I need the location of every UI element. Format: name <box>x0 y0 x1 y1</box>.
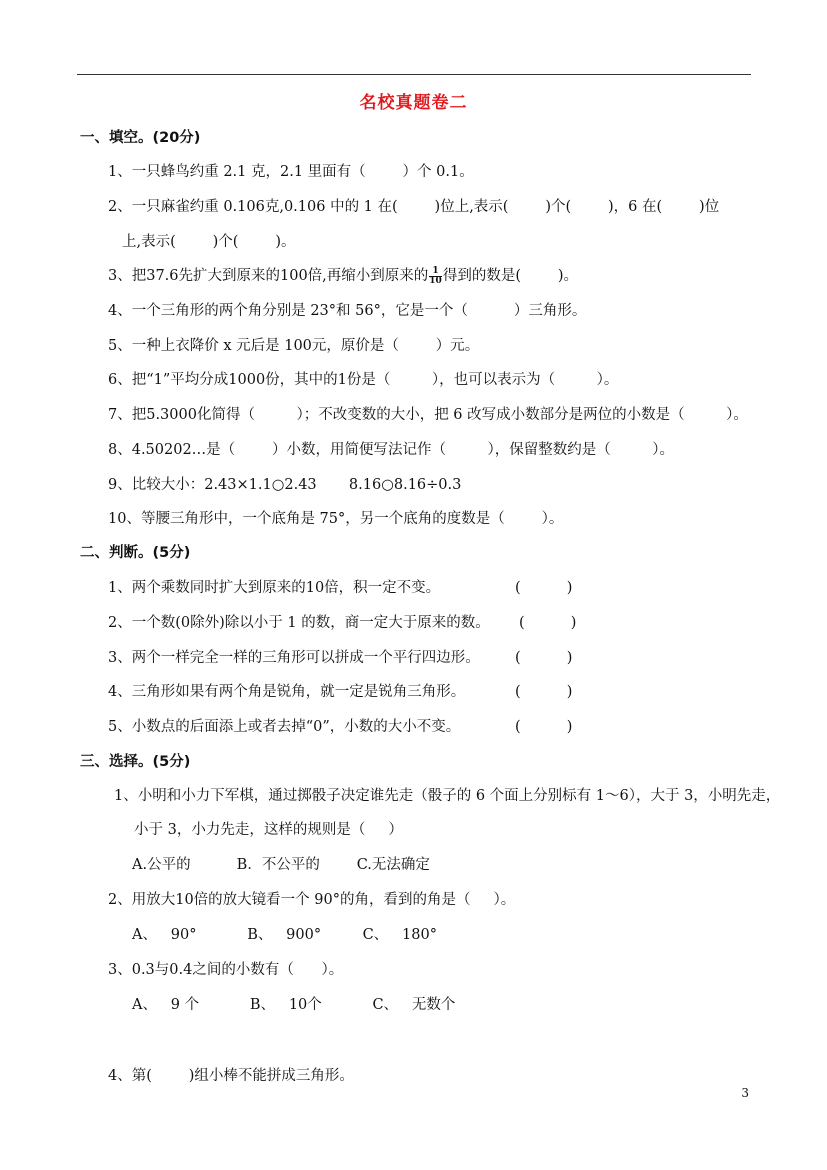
fill-question-3-text: 3、把37.6先扩大到原来的100倍,再缩小到原来的 <box>108 268 429 284</box>
judge-answer-2: ( ) <box>519 615 577 631</box>
fill-question-1: 1、一只蜂鸟约重 2.1 克，2.1 里面有（ ）个 0.1。 <box>108 164 474 180</box>
fill-question-3 <box>108 266 578 286</box>
fraction-numerator: 1 <box>429 267 442 277</box>
section-fill-header: 一、填空。(20分) <box>80 130 201 146</box>
fraction-one-tenth <box>429 267 442 286</box>
judge-answer-4: ( ) <box>515 684 573 700</box>
fill-question-2-line-1: 2、一只麻雀约重 0.106克,0.106 中的 1 在( )位上,表示( )个( )，6 在( )位 <box>108 199 720 215</box>
fill-question-2-line-2: 上,表示( )个( )。 <box>122 234 296 250</box>
top-rule <box>77 74 751 75</box>
choice-question-1-line-1: 1、小明和小力下军棋，通过掷骰子决定谁先走（骰子的 6 个面上分别标有 1～6），大于 3，小明先走， <box>114 788 781 804</box>
choice-question-4: 4、第( )组小棒不能拼成三角形。 <box>108 1068 354 1084</box>
judge-question-2: 2、一个数(0除外)除以小于 1 的数，商一定大于原来的数。 <box>108 615 490 631</box>
fill-question-9: 9、比较大小：2.43×1.1○2.43 8.16○8.16÷0.3 <box>108 477 462 493</box>
judge-question-1: 1、两个乘数同时扩大到原来的10倍，积一定不变。 <box>108 580 441 596</box>
choice-question-3: 3、0.3与0.4之间的小数有（ ）。 <box>108 962 344 978</box>
judge-question-5: 5、小数点的后面添上或者去掉“0”，小数的大小不变。 <box>108 719 461 735</box>
page-number: 3 <box>741 1086 749 1100</box>
judge-answer-3: ( ) <box>515 650 573 666</box>
judge-answer-5: ( ) <box>515 719 573 735</box>
fill-question-7: 7、把5.3000化简得（ ）；不改变数的大小，把 6 改写成小数部分是两位的小数是（ ）。 <box>108 407 748 423</box>
judge-question-4: 4、三角形如果有两个角是锐角，就一定是锐角三角形。 <box>108 684 466 700</box>
choice-question-3-options: A、 9 个 B、 10个 C、 无数个 <box>132 997 456 1013</box>
fill-question-4: 4、一个三角形的两个角分别是 23°和 56°，它是一个（ ）三角形。 <box>108 303 587 319</box>
judge-answer-1: ( ) <box>515 580 573 596</box>
page-title: 名校真题卷二 <box>359 93 468 113</box>
section-judge-header: 二、判断。(5分) <box>80 545 191 561</box>
choice-question-2: 2、用放大10倍的放大镜看一个 90°的角，看到的角是（ ）。 <box>108 892 516 908</box>
section-choice-header: 三、选择。(5分) <box>80 754 191 770</box>
choice-question-2-options: A、 90° B、 900° C、 180° <box>132 927 437 943</box>
fill-question-3-tail: 得到的数是( )。 <box>442 268 579 284</box>
fraction-denominator: 10 <box>429 275 442 286</box>
fill-question-8: 8、4.50202…是（ ）小数，用简便写法记作（ ），保留整数约是（ ）。 <box>108 442 675 458</box>
fill-question-10: 10、等腰三角形中，一个底角是 75°，另一个底角的度数是（ ）。 <box>108 511 564 527</box>
fill-question-6: 6、把“1”平均分成1000份，其中的1份是（ ），也可以表示为（ ）。 <box>108 372 619 388</box>
choice-question-1-options: A.公平的 B．不公平的 C.无法确定 <box>132 857 430 873</box>
fill-question-5: 5、一种上衣降价 x 元后是 100元，原价是（ ）元。 <box>108 338 480 354</box>
choice-question-1-line-2: 小于 3，小力先走，这样的规则是（ ） <box>134 822 403 838</box>
judge-question-3: 3、两个一样完全一样的三角形可以拼成一个平行四边形。 <box>108 650 480 666</box>
